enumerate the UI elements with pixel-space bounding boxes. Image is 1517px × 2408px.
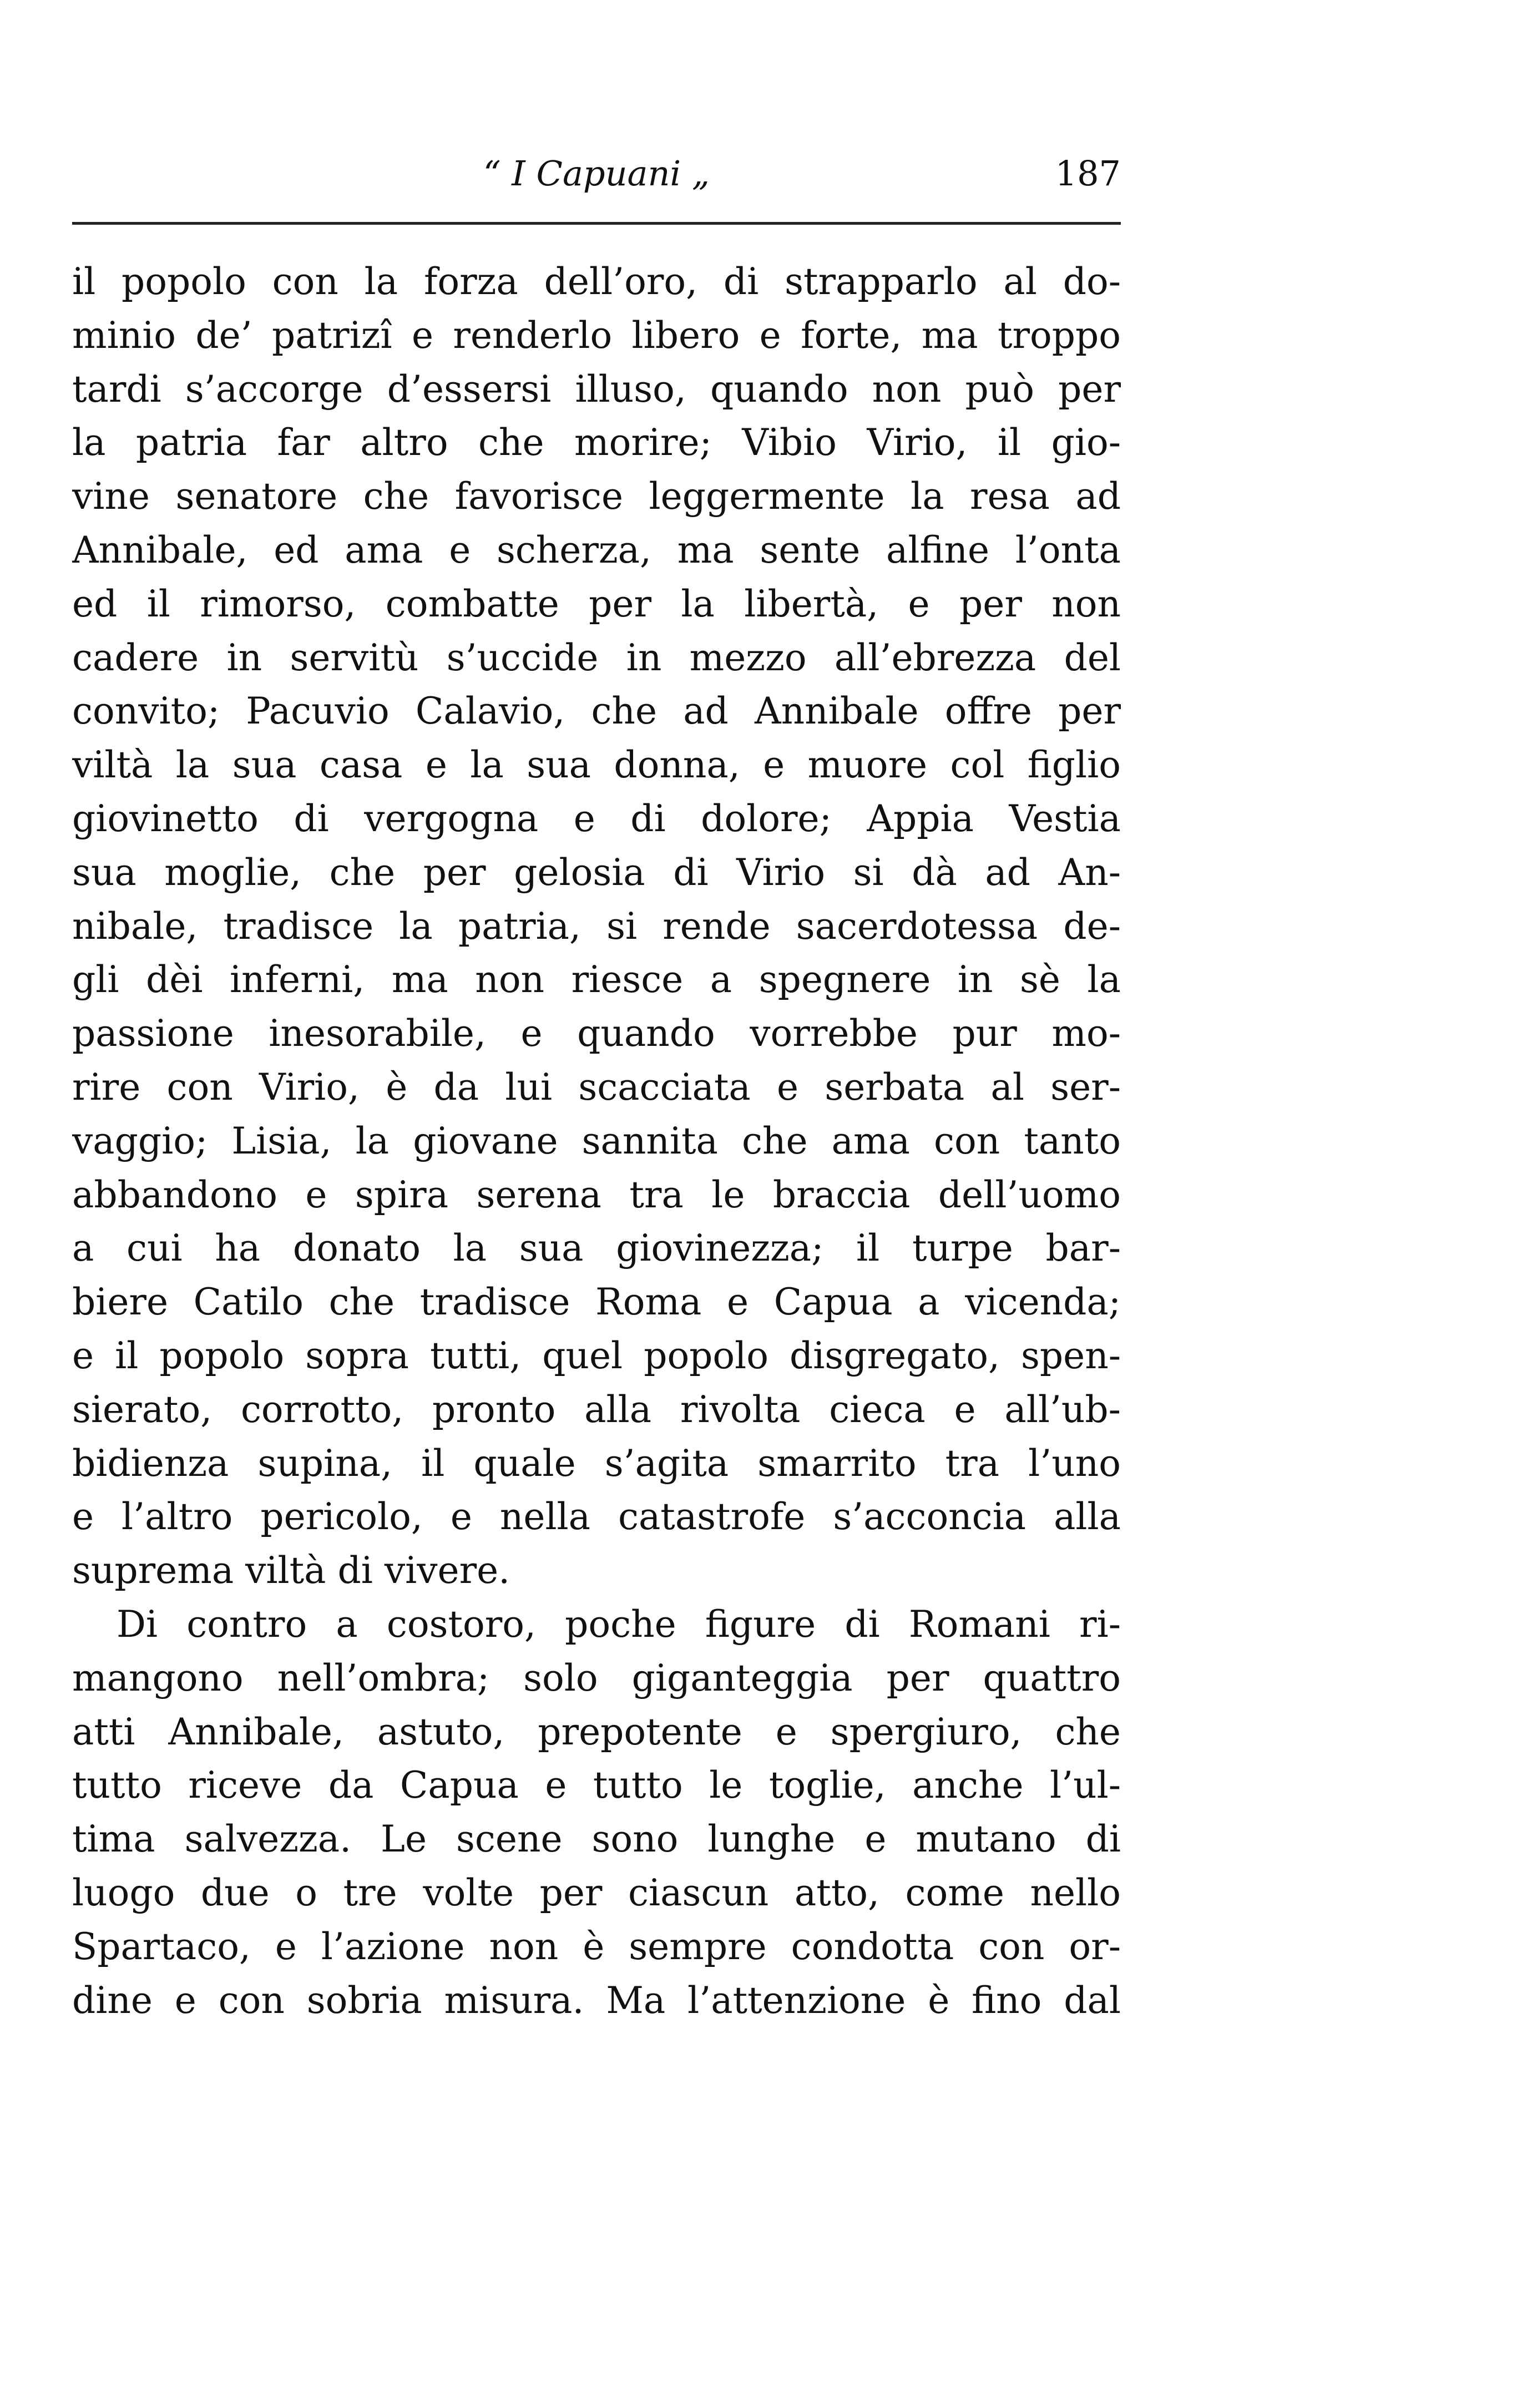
running-title: “ I Capuani „ bbox=[483, 153, 710, 194]
text-line: minio de’ patrizî e renderlo libero e forte, ma troppo bbox=[72, 313, 1121, 357]
text-line: convito; Pacuvio Calavio, che ad Annibale offre per bbox=[72, 690, 1121, 733]
page-number: 187 bbox=[1055, 153, 1121, 194]
text-line: la patria far altro che morire; Vibio Virio, il gio- bbox=[72, 421, 1121, 464]
text-line: giovinetto di vergogna e di dolore; Appia Vestia bbox=[72, 797, 1121, 840]
text-line: tutto riceve da Capua e tutto le toglie, anche l’ul- bbox=[72, 1764, 1121, 1807]
text-line: sua moglie, che per gelosia di Virio si dà ad An- bbox=[72, 851, 1121, 894]
text-line: bidienza supina, il quale s’agita smarrito tra l’uno bbox=[72, 1441, 1121, 1485]
text-line: cadere in servitù s’uccide in mezzo all’ebrezza del bbox=[72, 636, 1121, 679]
text-line: vaggio; Lisia, la giovane sannita che ama con tanto bbox=[72, 1119, 1121, 1162]
text-line: biere Catilo che tradisce Roma e Capua a vicenda; bbox=[72, 1281, 1121, 1324]
text-line: mangono nell’ombra; solo giganteggia per quattro bbox=[72, 1656, 1121, 1699]
text-line: atti Annibale, astuto, prepotente e spergiuro, che bbox=[72, 1710, 1121, 1753]
text-line: passione inesorabile, e quando vorrebbe pur mo- bbox=[72, 1012, 1121, 1055]
text-line: il popolo con la forza dell’oro, di strapparlo al do- bbox=[72, 260, 1121, 303]
text-line: e l’altro pericolo, e nella catastrofe s’acconcia alla bbox=[72, 1495, 1121, 1539]
text-line: Spartaco, e l’azione non è sempre condotta con or- bbox=[72, 1925, 1121, 1968]
text-line: vine senatore che favorisce leggermente la resa ad bbox=[72, 475, 1121, 518]
body-text bbox=[72, 255, 1121, 2027]
text-line: luogo due o tre volte per ciascun atto, come nello bbox=[72, 1871, 1121, 1914]
text-line: tardi s’accorge d’essersi illuso, quando non può per bbox=[72, 367, 1121, 411]
text-line: gli dèi inferni, ma non riesce a spegnere in sè la bbox=[72, 958, 1121, 1001]
text-line: Annibale, ed ama e scherza, ma sente alfine l’onta bbox=[72, 528, 1121, 571]
text-line: e il popolo sopra tutti, quel popolo disgregato, spen- bbox=[72, 1334, 1121, 1377]
text-line-last: suprema viltà di vivere. bbox=[72, 1549, 510, 1592]
text-line: viltà la sua casa e la sua donna, e muore col figlio bbox=[72, 743, 1121, 787]
text-line: nibale, tradisce la patria, si rende sacerdotessa de- bbox=[72, 904, 1121, 948]
text-line: a cui ha donato la sua giovinezza; il turpe bar- bbox=[72, 1227, 1121, 1270]
text-line: sierato, corrotto, pronto alla rivolta cieca e all’ub- bbox=[72, 1388, 1121, 1431]
text-line: ed il rimorso, combatte per la libertà, e per non bbox=[72, 582, 1121, 625]
text-line: dine e con sobria misura. Ma l’attenzione è fino dal bbox=[72, 1979, 1121, 2022]
text-line: tima salvezza. Le scene sono lunghe e mutano di bbox=[72, 1818, 1121, 1861]
running-head bbox=[72, 149, 1121, 199]
header-rule bbox=[72, 222, 1121, 225]
text-line: rire con Virio, è da lui scacciata e serbata al ser- bbox=[72, 1065, 1121, 1109]
text-line-indented: Di contro a costoro, poche figure di Romani ri- bbox=[117, 1602, 1121, 1646]
text-line: abbandono e spira serena tra le braccia dell’uomo bbox=[72, 1173, 1121, 1216]
